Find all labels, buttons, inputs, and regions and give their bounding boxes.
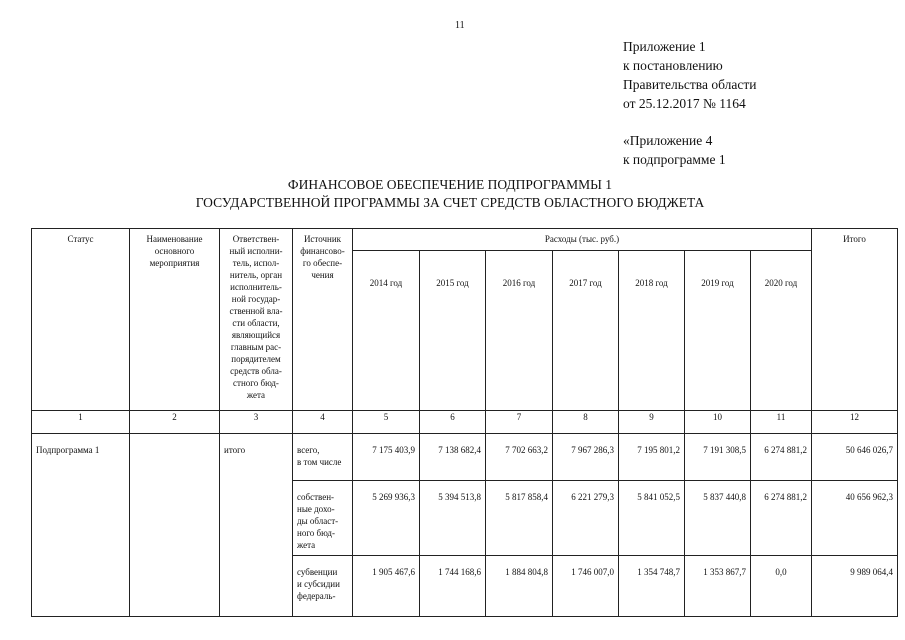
value-cell: 0,0 <box>751 556 812 617</box>
value-cell: 5 837 440,8 <box>685 481 751 556</box>
appendix-line: к подпрограмме 1 <box>623 152 726 167</box>
column-number: 5 <box>353 411 420 434</box>
document-title <box>100 176 800 212</box>
title-line: ГОСУДАРСТВЕННОЙ ПРОГРАММЫ ЗА СЧЕТ СРЕДСТВ ОБЛАСТНОГО БЮДЖЕТА <box>195 195 705 210</box>
column-number: 9 <box>619 411 685 434</box>
value-cell: 6 274 881,2 <box>751 481 812 556</box>
column-number: 6 <box>420 411 486 434</box>
header-year: 2014 год <box>353 251 420 411</box>
column-number-row <box>32 411 898 434</box>
total-cell: 9 989 064,4 <box>812 556 898 617</box>
value-cell: 6 274 881,2 <box>751 434 812 481</box>
value-cell: 5 841 052,5 <box>619 481 685 556</box>
activity-cell <box>130 434 220 617</box>
header-activity: Наименование основного мероприятия <box>130 229 220 411</box>
executor-cell: итого <box>220 434 293 617</box>
header-total: Итого <box>812 229 898 411</box>
value-cell: 1 744 168,6 <box>420 556 486 617</box>
value-cell: 6 221 279,3 <box>553 481 619 556</box>
header-source: Источник финансово- го обеспе- чения <box>293 229 353 411</box>
column-number: 7 <box>486 411 553 434</box>
value-cell: 5 269 936,3 <box>353 481 420 556</box>
appendix-header <box>623 37 756 169</box>
column-number: 12 <box>812 411 898 434</box>
column-number: 8 <box>553 411 619 434</box>
status-cell: Подпрограмма 1 <box>32 434 130 617</box>
header-year: 2015 год <box>420 251 486 411</box>
value-cell: 1 746 007,0 <box>553 556 619 617</box>
header-executor: Ответствен- ный исполни- тель, испол- нитель, орган исполнитель- ной государ- ственной вла- сти области, являющийся главным рас- порядителем средств обла- стного бюд- жета <box>220 229 293 411</box>
column-number: 1 <box>32 411 130 434</box>
value-cell: 5 394 513,8 <box>420 481 486 556</box>
value-cell: 1 354 748,7 <box>619 556 685 617</box>
finance-table <box>31 228 898 617</box>
value-cell: 1 353 867,7 <box>685 556 751 617</box>
appendix-line: от 25.12.2017 № 1164 <box>623 96 746 111</box>
header-status: Статус <box>32 229 130 411</box>
value-cell: 7 175 403,9 <box>353 434 420 481</box>
title-line: ФИНАНСОВОЕ ОБЕСПЕЧЕНИЕ ПОДПРОГРАММЫ 1 <box>287 177 613 192</box>
header-expenses: Расходы (тыс. руб.) <box>353 229 812 251</box>
header-year: 2017 год <box>553 251 619 411</box>
value-cell: 1 905 467,6 <box>353 556 420 617</box>
appendix-line: Правительства области <box>623 77 757 92</box>
header-year: 2020 год <box>751 251 812 411</box>
source-cell: собствен- ные дохо- ды област- ного бюд- жета <box>293 481 353 556</box>
page-number: 11 <box>455 20 465 31</box>
column-number: 10 <box>685 411 751 434</box>
value-cell: 5 817 858,4 <box>486 481 553 556</box>
value-cell: 1 884 804,8 <box>486 556 553 617</box>
value-cell: 7 138 682,4 <box>420 434 486 481</box>
source-cell: субвенции и субсидии федераль- <box>293 556 353 617</box>
value-cell: 7 195 801,2 <box>619 434 685 481</box>
header-year: 2019 год <box>685 251 751 411</box>
total-cell: 40 656 962,3 <box>812 481 898 556</box>
column-number: 11 <box>751 411 812 434</box>
header-year: 2016 год <box>486 251 553 411</box>
table-row <box>32 434 898 481</box>
appendix-line: «Приложение 4 <box>623 133 713 148</box>
value-cell: 7 191 308,5 <box>685 434 751 481</box>
total-cell: 50 646 026,7 <box>812 434 898 481</box>
value-cell: 7 702 663,2 <box>486 434 553 481</box>
column-number: 2 <box>130 411 220 434</box>
value-cell: 7 967 286,3 <box>553 434 619 481</box>
column-number: 3 <box>220 411 293 434</box>
appendix-line: Приложение 1 <box>623 39 706 54</box>
header-year: 2018 год <box>619 251 685 411</box>
source-cell: всего, в том числе <box>293 434 353 481</box>
column-number: 4 <box>293 411 353 434</box>
appendix-line: к постановлению <box>623 58 723 73</box>
